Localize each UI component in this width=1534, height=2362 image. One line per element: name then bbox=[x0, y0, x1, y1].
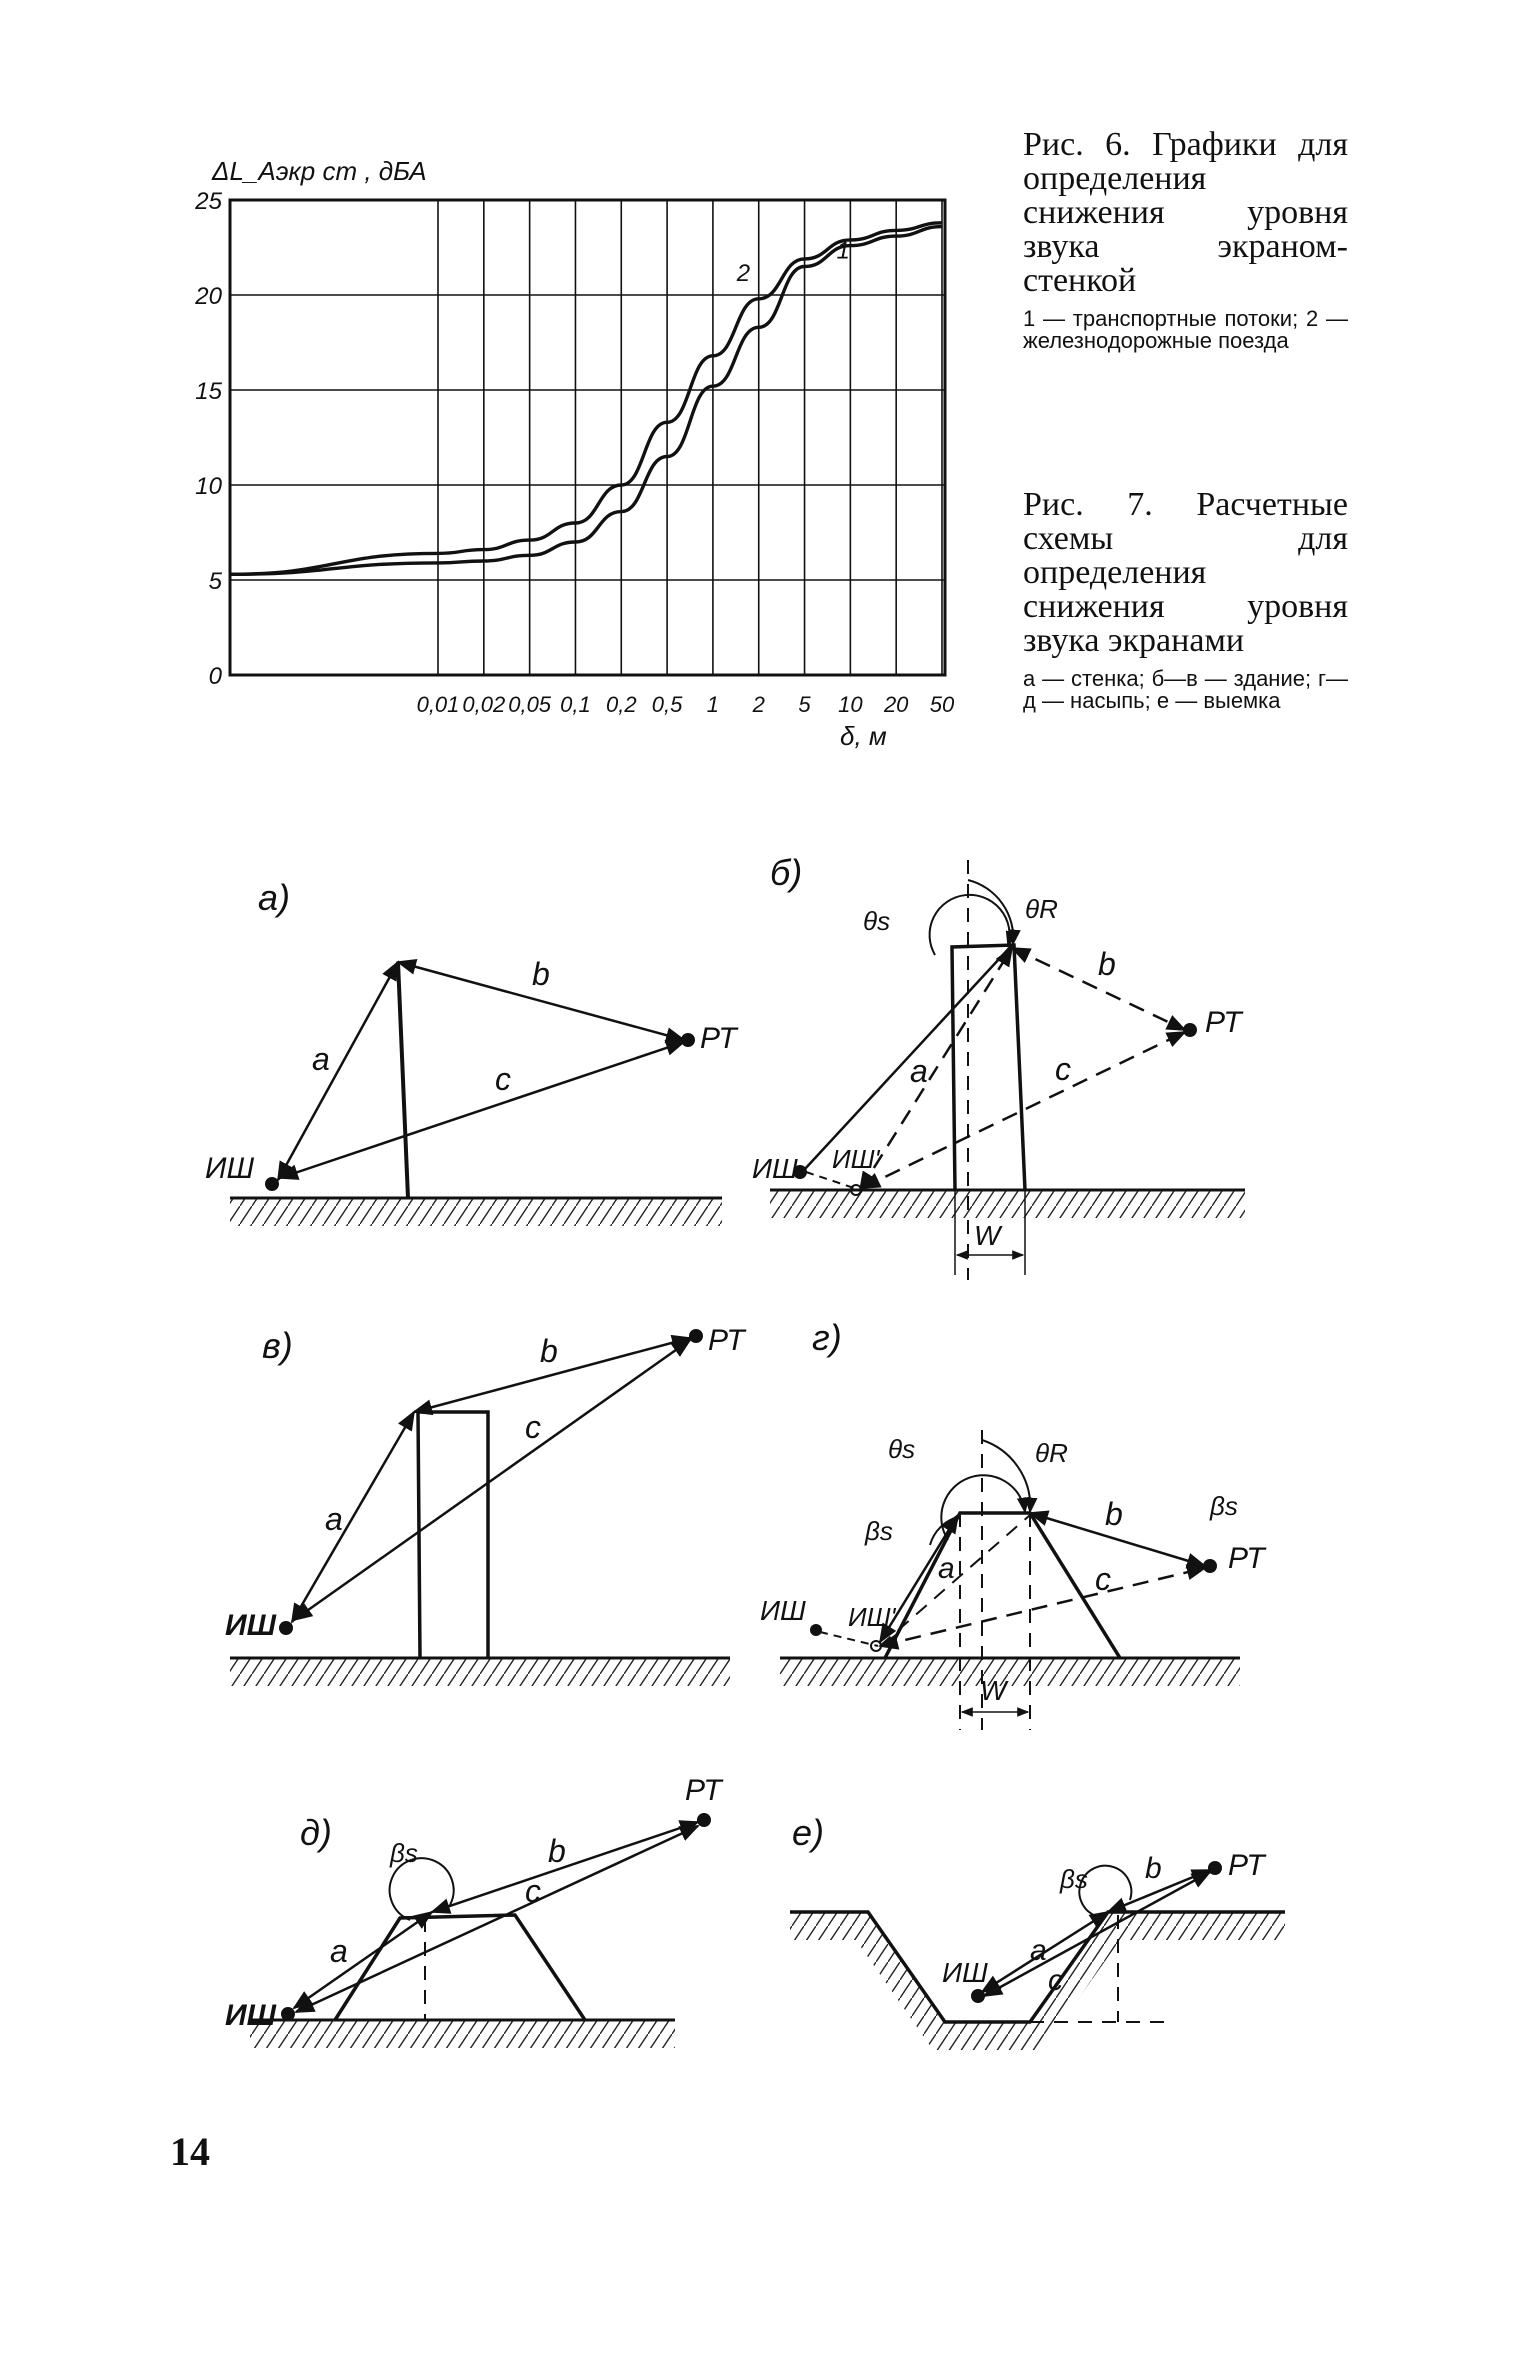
label-w: W bbox=[980, 1675, 1007, 1706]
label-c: c bbox=[1055, 1051, 1071, 1087]
y-tick-label: 25 bbox=[195, 188, 222, 215]
label-ish-prime: ИШ' bbox=[848, 1602, 896, 1632]
label-a: a bbox=[1030, 1934, 1047, 1967]
fig7-caption bbox=[1023, 488, 1348, 712]
label-theta-r: θR bbox=[1035, 1438, 1068, 1468]
source-point bbox=[265, 1177, 279, 1191]
fig6-caption-legend: 1 — транспортные потоки; 2 — железнодорожные поезда bbox=[1023, 306, 1348, 353]
receiver-point bbox=[689, 1329, 703, 1343]
series-label-1: 1 bbox=[836, 237, 850, 265]
label-b: b bbox=[532, 956, 550, 992]
image-ray bbox=[880, 1515, 1030, 1646]
label-rt: РТ bbox=[700, 1022, 737, 1055]
label-beta-s-right: βs bbox=[1210, 1491, 1238, 1521]
label-rt: РТ bbox=[1205, 1006, 1242, 1039]
label-ish: ИШ bbox=[225, 1999, 276, 2032]
label-c: c bbox=[525, 1409, 541, 1445]
fig7-caption-title: Рис. 7. Расчетные схемы для определения снижения уровня звука экранами bbox=[1023, 486, 1348, 659]
x-tick-label: 10 bbox=[838, 692, 863, 717]
panel-d bbox=[225, 1774, 724, 2048]
cut-hatch bbox=[790, 1912, 1285, 2050]
label-rt: РТ bbox=[708, 1324, 745, 1357]
embankment bbox=[335, 1915, 585, 2020]
theta-r-arc bbox=[968, 880, 1013, 944]
panel-v-label: в) bbox=[262, 1325, 293, 1366]
panel-e bbox=[790, 1812, 1285, 2050]
y-tick-label: 20 bbox=[195, 283, 222, 310]
building bbox=[952, 945, 1025, 1190]
series-line-2 bbox=[230, 223, 942, 575]
label-beta-s: βs bbox=[1060, 1864, 1088, 1894]
fig6-caption bbox=[1023, 128, 1348, 352]
ground-hatch bbox=[230, 1658, 730, 1686]
x-tick-label: 0,2 bbox=[605, 692, 637, 717]
panel-g bbox=[760, 1317, 1267, 1730]
series-line-1 bbox=[230, 227, 942, 575]
ground-hatch bbox=[250, 2020, 675, 2048]
label-b: b bbox=[1098, 946, 1116, 982]
label-b: b bbox=[1105, 1496, 1123, 1532]
receiver-point bbox=[1203, 1559, 1217, 1573]
x-tick-label: 1 bbox=[706, 692, 720, 717]
label-ish-prime: ИШ' bbox=[832, 1144, 880, 1174]
panel-e-label: е) bbox=[792, 1812, 825, 1853]
page-number: 14 bbox=[170, 2129, 210, 2174]
fig7-caption-legend: а — стенка; б—в — здание; г—д — насыпь; е — выемка bbox=[1023, 666, 1348, 713]
ground-hatch bbox=[770, 1190, 1245, 1218]
panel-a-label: а) bbox=[258, 877, 291, 918]
chart-ylabel: ΔL_Aэкр ст , дБА bbox=[212, 156, 427, 186]
panel-b-label: б) bbox=[770, 852, 803, 893]
label-c: c bbox=[1095, 1561, 1111, 1597]
panel-v bbox=[225, 1324, 747, 1686]
ray-a bbox=[292, 1412, 414, 1622]
label-a: a bbox=[910, 1053, 928, 1089]
chart-xlabel: δ, м bbox=[840, 721, 887, 751]
label-ish: ИШ bbox=[205, 1152, 255, 1185]
receiver-point bbox=[1208, 1861, 1222, 1875]
panel-b bbox=[752, 852, 1245, 1280]
x-tick-label: 5 bbox=[798, 692, 811, 717]
chart-y-ticks bbox=[194, 188, 222, 690]
y-tick-label: 0 bbox=[208, 663, 222, 690]
source-point bbox=[281, 2007, 295, 2021]
panel-d-label: д) bbox=[300, 1812, 332, 1853]
series-label-2: 2 bbox=[736, 259, 751, 287]
label-theta-s: θs bbox=[863, 906, 891, 936]
x-tick-label: 0,02 bbox=[462, 692, 506, 717]
ray-a bbox=[278, 962, 398, 1180]
receiver-point bbox=[697, 1813, 711, 1827]
label-theta-r: θR bbox=[1025, 894, 1058, 924]
source-point bbox=[971, 1989, 985, 2003]
ray-a-image bbox=[860, 948, 1012, 1190]
label-b: b bbox=[548, 1833, 566, 1869]
ray-c bbox=[296, 1826, 698, 2012]
label-c: c bbox=[525, 1873, 541, 1909]
x-tick-label: 2 bbox=[752, 692, 765, 717]
chart-grid bbox=[230, 200, 945, 675]
chart-frame bbox=[230, 200, 945, 675]
x-tick-label: 20 bbox=[883, 692, 909, 717]
panel-g-label: г) bbox=[812, 1317, 842, 1358]
ray-c bbox=[880, 1568, 1205, 1646]
label-w: W bbox=[974, 1220, 1001, 1251]
source-point bbox=[810, 1624, 822, 1636]
x-tick-label: 0,05 bbox=[508, 692, 552, 717]
receiver-point bbox=[681, 1033, 695, 1047]
y-tick-label: 10 bbox=[195, 473, 222, 500]
label-c: c bbox=[1048, 1964, 1063, 1997]
receiver-point bbox=[1183, 1023, 1197, 1037]
x-tick-label: 50 bbox=[929, 692, 955, 717]
label-a: a bbox=[325, 1501, 343, 1537]
fig6-caption-title: Рис. 6. Графики для определения снижения уровня звука экраном-стенкой bbox=[1023, 126, 1348, 299]
label-ish: ИШ bbox=[225, 1609, 276, 1642]
label-ish: ИШ bbox=[752, 1153, 798, 1184]
x-tick-label: 0,1 bbox=[560, 692, 591, 717]
label-b: b bbox=[540, 1333, 558, 1369]
label-theta-s: θs bbox=[888, 1434, 916, 1464]
ray-a-solid bbox=[804, 945, 1012, 1170]
y-tick-label: 5 bbox=[208, 568, 222, 595]
label-b: b bbox=[1145, 1852, 1162, 1885]
label-rt: РТ bbox=[1228, 1542, 1265, 1575]
ray-c bbox=[280, 1042, 684, 1178]
wall bbox=[398, 962, 408, 1198]
panel-a bbox=[205, 877, 739, 1226]
label-a: a bbox=[330, 1933, 348, 1969]
label-ish: ИШ bbox=[942, 1957, 988, 1988]
label-a: a bbox=[938, 1552, 955, 1585]
fig6-chart bbox=[194, 156, 955, 751]
y-tick-label: 15 bbox=[195, 378, 222, 405]
chart-series bbox=[230, 223, 942, 575]
x-tick-label: 0,01 bbox=[416, 692, 460, 717]
x-tick-label: 0,5 bbox=[651, 692, 683, 717]
label-rt: РТ bbox=[685, 1774, 722, 1807]
building bbox=[418, 1412, 488, 1658]
label-beta-s: βs bbox=[390, 1838, 418, 1868]
label-rt: РТ bbox=[1228, 1849, 1265, 1882]
ground-hatch bbox=[230, 1198, 722, 1226]
mirror-link bbox=[820, 1632, 878, 1646]
chart-x-ticks bbox=[417, 692, 955, 717]
label-ish: ИШ bbox=[760, 1595, 806, 1626]
ground-hatch bbox=[780, 1658, 1240, 1686]
ray-c bbox=[294, 1340, 690, 1620]
label-a: a bbox=[312, 1041, 330, 1077]
source-point bbox=[279, 1621, 293, 1635]
label-c: c bbox=[495, 1061, 511, 1097]
label-beta-s-left: βs bbox=[865, 1516, 893, 1546]
